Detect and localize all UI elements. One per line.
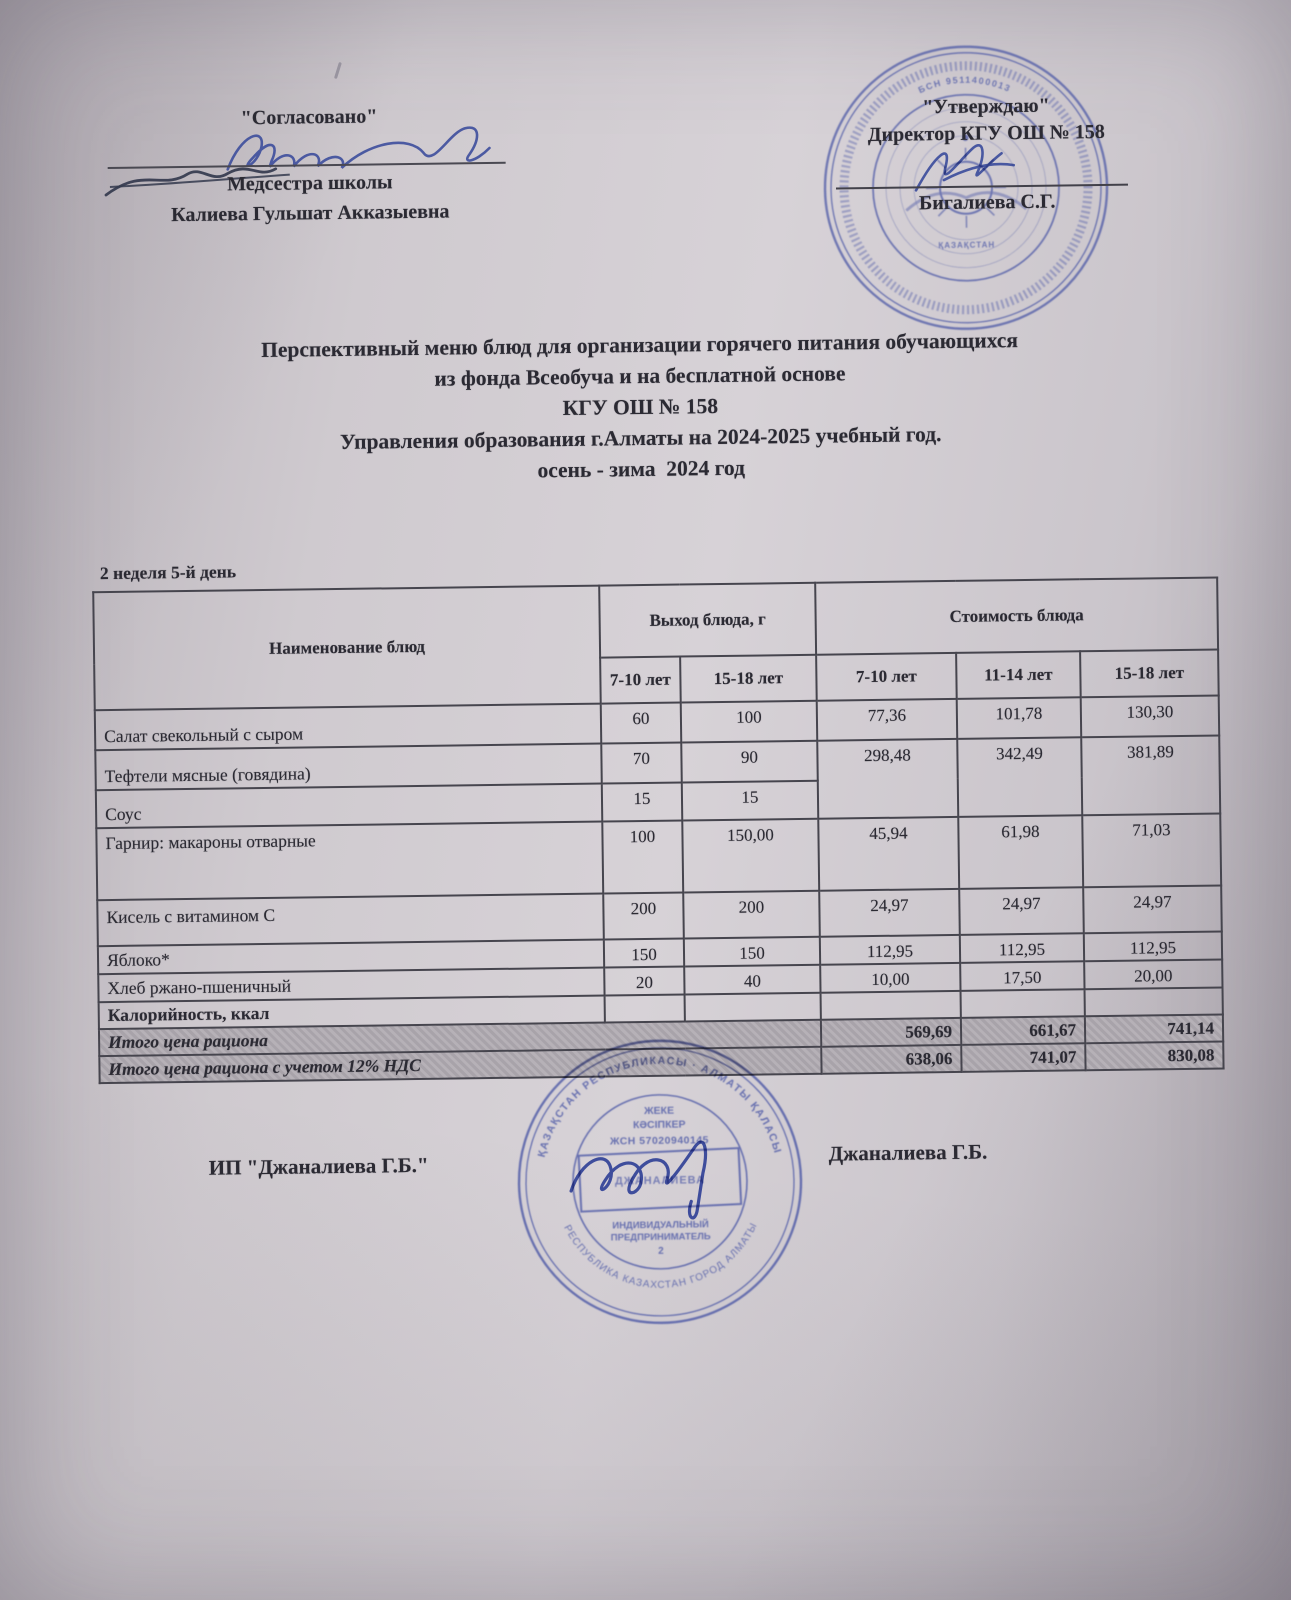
cell-out2: [685, 993, 821, 1022]
title-line-5: осень - зима 2024 год: [537, 455, 746, 483]
stamp-line-individual: ИНДИВИДУАЛЬНЫЙ: [612, 1219, 709, 1232]
cell-total-cost2: 661,67: [961, 1016, 1085, 1045]
cell-out2: 150: [684, 937, 820, 967]
ip-name: Джаналиева Г.Б.: [828, 1139, 988, 1166]
cell-total-cost3: 741,14: [1085, 1014, 1223, 1043]
cell-total-cost2: 741,07: [961, 1043, 1085, 1072]
cell-cost2: 112,95: [960, 933, 1084, 963]
cell-cost2: [961, 989, 1085, 1018]
title-line-4: Управления образования г.Алматы на 2024-2025 учебный год.: [339, 422, 942, 454]
nurse-name: Калиева Гульшат Акказыевна: [170, 200, 450, 227]
cell-cost2: 342,49: [957, 737, 1082, 817]
cell-total-cost1: 569,69: [821, 1018, 961, 1047]
stamp-line-zheke: ЖЕКЕ: [644, 1104, 675, 1118]
document-title: [0, 322, 1287, 494]
director-role: Директор КГУ ОШ № 158: [867, 120, 1105, 147]
header-output-7-10: 7-10 лет: [600, 657, 681, 704]
cell-cost3: 71,03: [1082, 813, 1221, 887]
cell-out2: 150,00: [682, 819, 819, 893]
cell-cost3: 130,30: [1081, 695, 1220, 737]
cell-dish-name: Хлеб ржано-пшеничный: [98, 968, 604, 1003]
title-line-3: КГУ ОШ № 158: [562, 394, 719, 421]
cell-dish-name: Салат свекольный с сыром: [95, 704, 601, 751]
cell-cost2: 24,97: [959, 887, 1084, 935]
header-output-group: Выход блюда, г: [599, 583, 816, 658]
cell-cost2: 17,50: [960, 961, 1084, 991]
cell-out1: 150: [604, 939, 684, 968]
stamp-center-name: ДЖАНАЛИЕВА: [614, 1174, 706, 1188]
header-dish-name: Наименование блюд: [93, 586, 601, 711]
cell-out1: 200: [603, 893, 684, 940]
approve-label: "Утверждаю": [922, 94, 1050, 119]
stamp-line-predprinimatel: ПРЕДПРИНИМАТЕЛЬ: [610, 1231, 711, 1244]
header-output-15-18: 15-18 лет: [680, 655, 817, 703]
cell-cost3: 24,97: [1083, 885, 1222, 933]
approval-right-block: [829, 93, 1143, 215]
cell-out1: 100: [602, 821, 683, 894]
cell-cost1: 10,00: [820, 963, 960, 993]
cell-out2: 90: [681, 741, 818, 783]
stamp-line-zhsn: ЖСН 57020940145: [609, 1134, 710, 1148]
cell-out1: [605, 995, 685, 1023]
cell-out1: 20: [604, 967, 684, 996]
cell-out2: 200: [683, 891, 820, 939]
cell-out1: 70: [601, 743, 682, 784]
cell-cost3: 20,00: [1084, 959, 1222, 989]
pen-mark: [334, 62, 342, 79]
cell-out2: 40: [684, 965, 820, 995]
director-name: Бигалиева С.Г.: [918, 190, 1056, 215]
cell-cost3: 381,89: [1081, 735, 1220, 815]
menu-table: [92, 576, 1224, 1084]
cell-dish-name: Кисель с витамином С: [97, 894, 604, 947]
svg-text:БСН 9511400013: [917, 74, 1013, 95]
cell-cost2: 101,78: [957, 697, 1082, 739]
header-cost-7-10: 7-10 лет: [816, 653, 957, 701]
cell-total-label: Итого цена рациона с учетом 12% НДС: [99, 1047, 821, 1083]
stamp-ring-bottom-text: РЕСПУБЛИКА КАЗАХСТАН ГОРОД АЛМАТЫ: [561, 1220, 760, 1291]
school-stamp-caption: ҚАЗАҚСТАН: [938, 240, 996, 251]
approval-left-block: [103, 104, 515, 227]
cell-dish-name: Калорийность, ккал: [99, 996, 605, 1030]
stamp-line-number: 2: [658, 1245, 664, 1257]
entrepreneur-signature-ink: [552, 1116, 773, 1232]
header-cost-15-18: 15-18 лет: [1080, 649, 1219, 697]
cell-dish-name: Яблоко*: [98, 940, 604, 975]
cell-dish-name: Соус: [96, 784, 602, 829]
agreed-label: "Согласовано": [240, 105, 378, 130]
cell-dish-name: Гарнир: макароны отварные: [96, 822, 603, 901]
cell-out1: 60: [601, 703, 682, 744]
title-line-2: из фонда Всеобуча и на бесплатной основе: [434, 361, 846, 391]
cell-total-label: Итого цена рациона: [99, 1020, 821, 1056]
cell-out2: 15: [682, 781, 818, 821]
cell-cost1: 298,48: [817, 739, 958, 819]
header-cost-group: Стоимость блюда: [815, 577, 1218, 654]
cell-cost1: 24,97: [819, 889, 960, 937]
stamp-ring-top-text: ҚАЗАҚСТАН РЕСПУБЛИКАСЫ · АЛМАТЫ ҚАЛАСЫ: [535, 1054, 784, 1159]
header-cost-11-14: 11-14 лет: [956, 651, 1081, 699]
nurse-role: Медсестра школы: [227, 171, 393, 196]
week-day-label: 2 неделя 5-й день: [99, 561, 237, 584]
cell-dish-name: Тефтели мясные (говядина): [95, 744, 601, 791]
cell-cost1: [821, 991, 961, 1020]
cell-cost3: [1085, 987, 1223, 1016]
cell-cost3: 112,95: [1084, 931, 1222, 961]
cell-total-cost3: 830,08: [1085, 1041, 1223, 1070]
ip-label: ИП "Джаналиева Г.Б.": [208, 1152, 429, 1180]
cell-cost1: 77,36: [817, 699, 958, 741]
cell-cost1: 112,95: [820, 935, 960, 965]
school-stamp-bsn: БСН 9511400013: [916, 74, 1013, 96]
cell-cost1: 45,94: [818, 817, 959, 891]
title-line-1: Перспективный меню блюд для организации горячего питания обучающихся: [260, 328, 1019, 362]
stamp-line-kasipker: КӘСІПКЕР: [632, 1118, 686, 1132]
cell-out2: 100: [681, 701, 818, 743]
cell-total-cost1: 638,06: [821, 1045, 961, 1074]
cell-out1: 15: [602, 783, 682, 822]
cell-cost2: 61,98: [958, 815, 1083, 889]
